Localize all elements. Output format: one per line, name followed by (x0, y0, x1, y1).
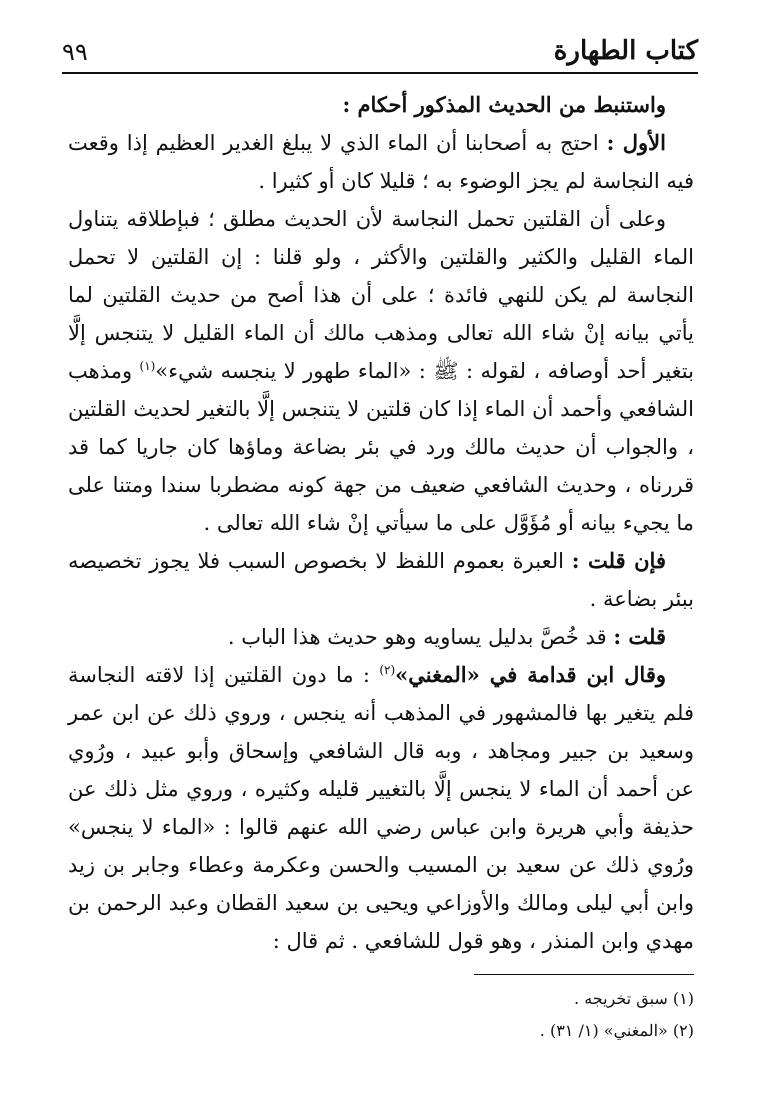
paragraph-objection (68, 542, 694, 618)
paragraph-text: ومذهب الشافعي وأحمد أن الماء إذا كان قلتين لا يتنجس إلَّا بالتغير لحديث القلتين ، والجواب أن حديث مالك ورد في بئر بضاعة وماؤها كان جاريا كما قد قررناه ، وحديث الشافعي ضعيف من جهة كونه مضطربا سندا ومتنا على ما يجيء بيانه أو مُؤَوَّل على ما سيأتي إنْ شاء الله تعالى . (68, 359, 694, 535)
lead-term: قلت : (613, 624, 666, 649)
page-header (62, 26, 698, 74)
running-title: كتاب الطهارة (553, 36, 698, 66)
paragraph-reply (68, 618, 694, 656)
lead-term: الأول : (606, 130, 666, 155)
lead-term: وقال ابن قدامة في «المغني» (395, 662, 666, 687)
paragraph-qullatayn (68, 200, 694, 542)
paragraph-ibn-qudama (68, 656, 694, 960)
footnote-2: (٢) «المغني» (١/ ٣١) . (539, 1021, 694, 1040)
footnote-separator (474, 974, 694, 975)
page-body (68, 86, 694, 1047)
paragraph-text: : ما دون القلتين إذا لاقته النجاسة فلم يتغير بها فالمشهور في المذهب أنه ينجس ، وروي ذلك عن ابن عمر وسعيد بن جبير ومجاهد ، وبه قال الشافعي وإسحاق وأبو عبيد ، ورُوي عن أحمد أن الماء لا ينجس إلَّا بالتغيير قليله وكثيره ، وروي مثل ذلك عن حذيفة وأبي هريرة وابن عباس رضي الله عنهم قالوا : «الماء لا ينجس» ورُوي ذلك عن سعيد بن المسيب والحسن وعكرمة وعطاء وجابر بن زيد وابن أبي ليلى ومالك والأوزاعي ويحيى بن سعيد القطان وعبد الرحمن بن مهدي وابن المنذر ، وهو قول للشافعي . ثم قال : (68, 663, 694, 953)
paragraph-text: وعلى أن القلتين تحمل النجاسة لأن الحديث مطلق ؛ فبإطلاقه يتناول الماء القليل والكثير والقلتين والأكثر ، ولو قلنا : إن القلتين لا تحمل النجاسة لم يكن للنهي فائدة ؛ على أن هذا أصح من حديث القلتين لما يأتي بيانه إنْ شاء الله تعالى ومذهب مالك أن الماء القليل لا يتنجس إلَّا بتغير أحد أوصافه ، لقوله : ﷺ : «الماء طهور لا ينجسه شيء» (68, 207, 694, 383)
paragraph-text: قد خُصَّ بدليل يساويه وهو حديث هذا الباب . (227, 625, 614, 649)
lead-term: فإن قلت : (571, 548, 666, 573)
footnote-ref: (٢) (379, 663, 396, 677)
paragraph-text: احتج به أصحابنا أن الماء الذي لا يبلغ الغدير العظيم إذا وقعت فيه النجاسة لم يجز الوضوء به ؛ قليلا كان أو كثيرا . (68, 131, 694, 193)
footnote-1: (١) سبق تخريجه . (574, 989, 694, 1008)
paragraph-text: العبرة بعموم اللفظ لا بخصوص السبب فلا يجوز تخصيصه ببئر بضاعة . (68, 549, 694, 611)
paragraph-first-ruling (68, 124, 694, 200)
page-number: ٩٩ (62, 38, 88, 66)
footnotes (68, 983, 694, 1047)
paragraph-heading: واستنبط من الحديث المذكور أحكام : (342, 92, 666, 117)
footnote-ref: (١) (139, 359, 156, 373)
